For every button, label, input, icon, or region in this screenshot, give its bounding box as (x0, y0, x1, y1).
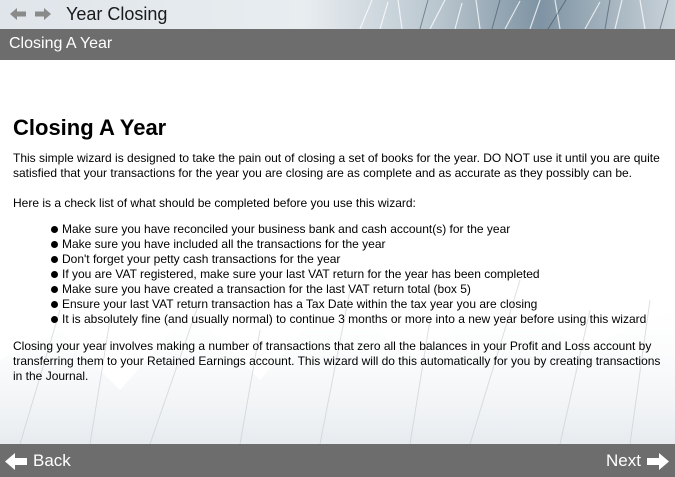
main-content (13, 114, 663, 384)
closing-paragraph: Closing your year involves making a number of transactions that zero all the balances in your Profit and Loss account by transferring them to your Retained Earnings account. This wizard will do this automatically for you by creating transactions in the Journal. (13, 339, 661, 383)
page-title: Closing A Year (13, 115, 167, 140)
bullet-icon (51, 301, 58, 308)
checklist-item: Ensure your last VAT return transaction has a Tax Date within the tax year you are closing (49, 297, 663, 312)
bullet-icon (51, 256, 58, 263)
checklist-item: Make sure you have created a transaction for the last VAT return total (box 5) (49, 282, 663, 297)
next-button[interactable] (606, 450, 669, 472)
bullet-icon (51, 226, 58, 233)
checklist-item: Make sure you have included all the transactions for the year (49, 237, 663, 252)
page-header-bar (0, 29, 675, 60)
bullet-icon (51, 271, 58, 278)
checklist-intro: Here is a check list of what should be completed before you use this wizard: (13, 196, 416, 210)
nav-forward-arrow-icon[interactable] (35, 8, 51, 20)
window-title: Year Closing (66, 4, 168, 24)
back-button[interactable] (5, 450, 71, 472)
checklist-item: It is absolutely fine (and usually normal) to continue 3 months or more into a new year before using this wizard (49, 312, 663, 327)
checklist-item: Don't forget your petty cash transactions for the year (49, 252, 663, 267)
arrow-right-icon (647, 453, 669, 470)
footer-bar (0, 444, 675, 477)
page-heading: Closing A Year (9, 35, 113, 52)
checklist (13, 222, 663, 327)
bullet-icon (51, 316, 58, 323)
nav-back-arrow-icon[interactable] (10, 8, 26, 20)
arrow-left-icon (5, 453, 27, 470)
back-button-label: Back (33, 451, 71, 470)
checklist-item: Make sure you have reconciled your business bank and cash account(s) for the year (49, 222, 663, 237)
title-bar (0, 0, 675, 29)
next-button-label: Next (606, 451, 641, 470)
bullet-icon (51, 286, 58, 293)
bullet-icon (51, 241, 58, 248)
intro-paragraph: This simple wizard is designed to take the pain out of closing a set of books for the year. DO NOT use it until you are quite satisfied that your transactions for the year you are closing are as complete and as accurate as they possibly can be. (13, 151, 660, 180)
checklist-item: If you are VAT registered, make sure your last VAT return for the year has been completed (49, 267, 663, 282)
